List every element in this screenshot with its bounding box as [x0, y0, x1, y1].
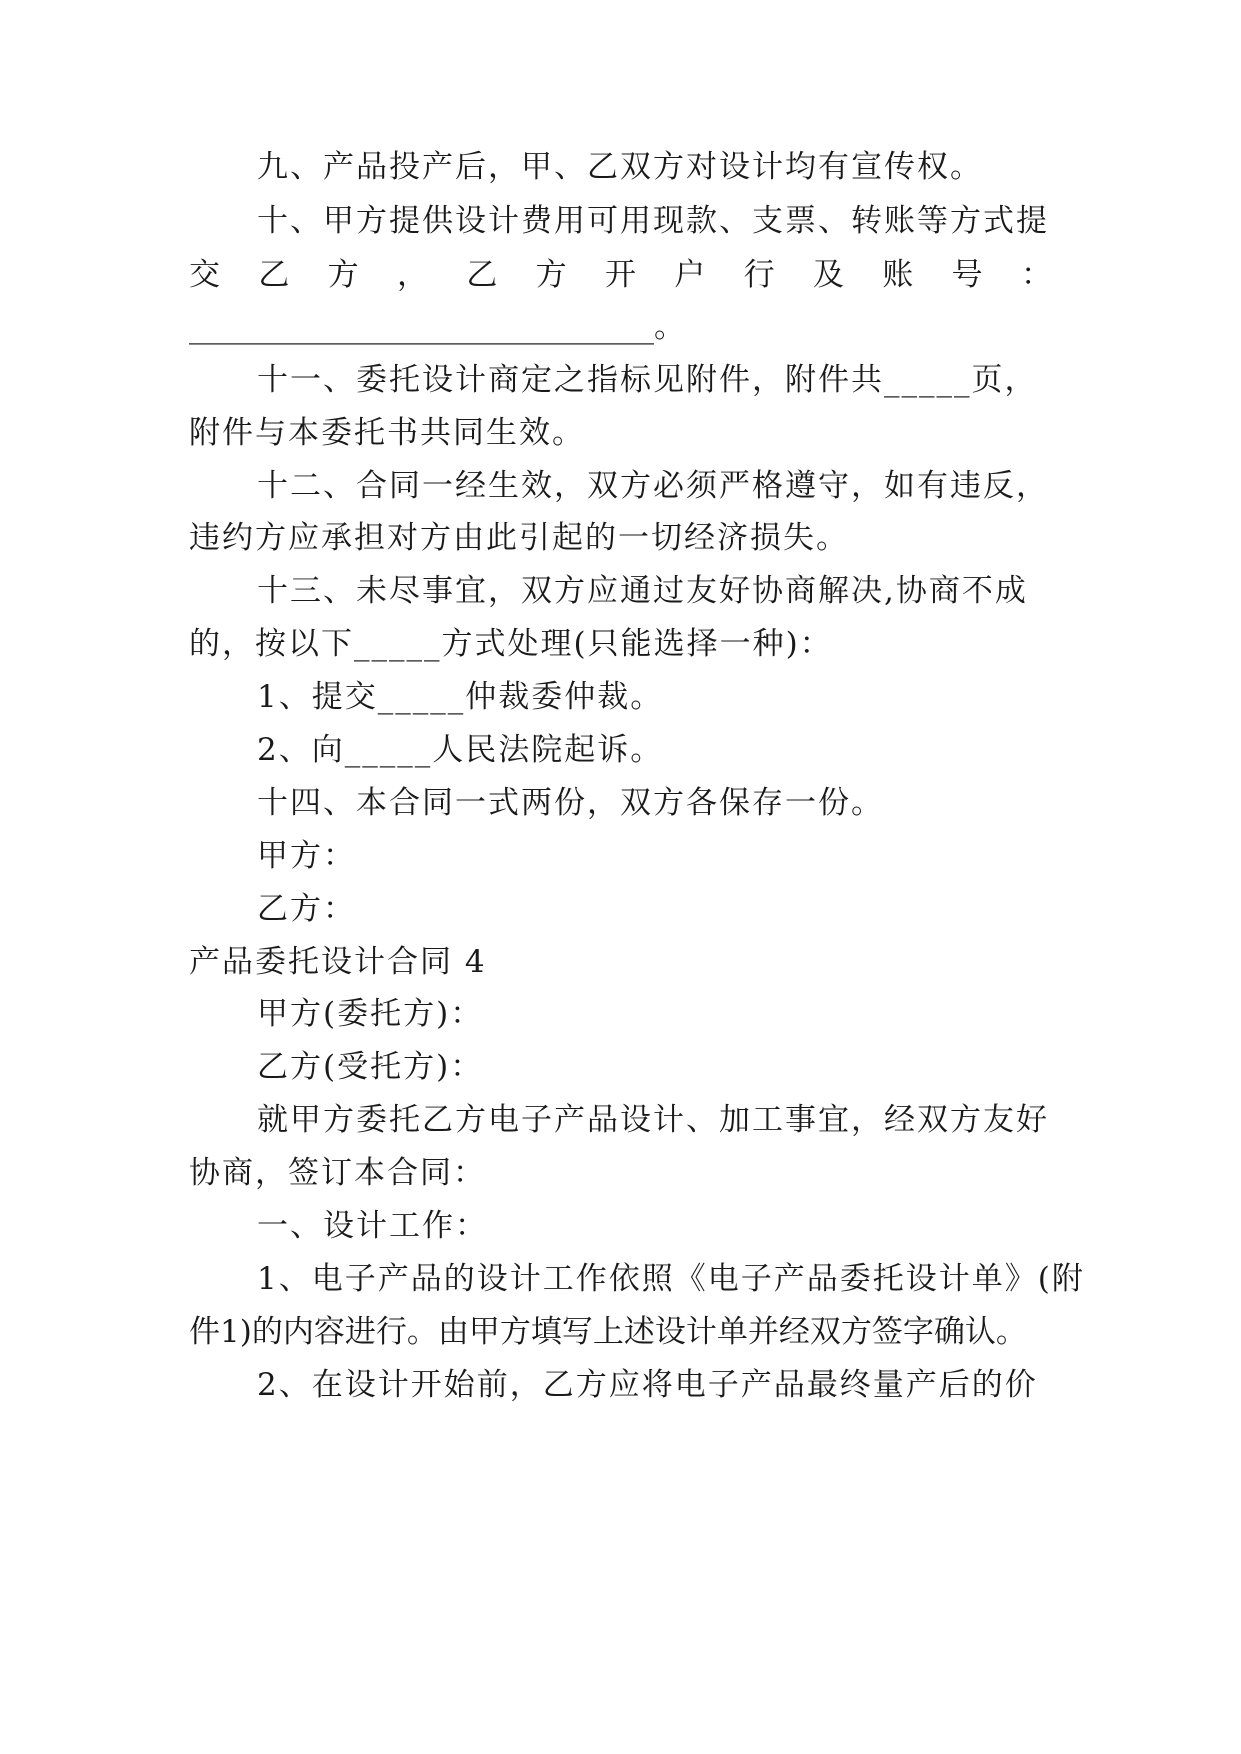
party-a-client: 甲方(委托方)： — [257, 996, 484, 1032]
section-1-item-1-line-2: 件1)的内容进行。由甲方填写上述设计单并经双方签字确认。 — [189, 1314, 1027, 1350]
clause-12-line-1: 十二、合同一经生效，双方必须严格遵守，如有违反， — [257, 468, 1049, 504]
clause-12-line-2: 违约方应承担对方由此引起的一切经济损失。 — [189, 520, 849, 556]
party-a-signature: 甲方： — [257, 838, 356, 874]
clause-13-option-1: 1、提交_____仲裁委仲裁。 — [257, 679, 664, 715]
party-b-signature: 乙方： — [257, 891, 356, 927]
contract-title: 产品委托设计合同 4 — [189, 944, 487, 980]
clause-13-line-2: 的，按以下_____方式处理(只能选择一种)： — [189, 626, 833, 662]
clause-14: 十四、本合同一式两份，双方各保存一份。 — [257, 785, 884, 821]
section-1-heading: 一、设计工作： — [257, 1208, 488, 1244]
party-b-contractor: 乙方(受托方)： — [257, 1049, 484, 1085]
preamble-line-2: 协商，签订本合同： — [189, 1155, 486, 1191]
clause-13-option-2: 2、向_____人民法院起诉。 — [257, 732, 664, 768]
clause-11-line-2: 附件与本委托书共同生效。 — [189, 415, 585, 451]
clause-9: 九、产品投产后，甲、乙双方对设计均有宣传权。 — [257, 149, 983, 185]
clause-10-line-2: 交 乙 方 ， 乙 方 开 户 行 及 账 号 ： — [189, 257, 1052, 293]
section-1-item-1-line-1: 1、电子产品的设计工作依照《电子产品委托设计单》(附 — [257, 1261, 1085, 1297]
clause-11-line-1: 十一、委托设计商定之指标见附件，附件共_____页， — [257, 362, 1038, 398]
clause-13-line-1: 十三、未尽事宜，双方应通过友好协商解决,协商不成 — [257, 573, 1028, 609]
clause-10-line-1: 十、甲方提供设计费用可用现款、支票、转账等方式提 — [257, 203, 1049, 239]
bank-account-blank: ______________________________。 — [189, 309, 685, 345]
preamble-line-1: 就甲方委托乙方电子产品设计、加工事宜，经双方友好 — [257, 1102, 1049, 1138]
section-1-item-2-line-1: 2、在设计开始前，乙方应将电子产品最终量产后的价 — [257, 1367, 1038, 1403]
